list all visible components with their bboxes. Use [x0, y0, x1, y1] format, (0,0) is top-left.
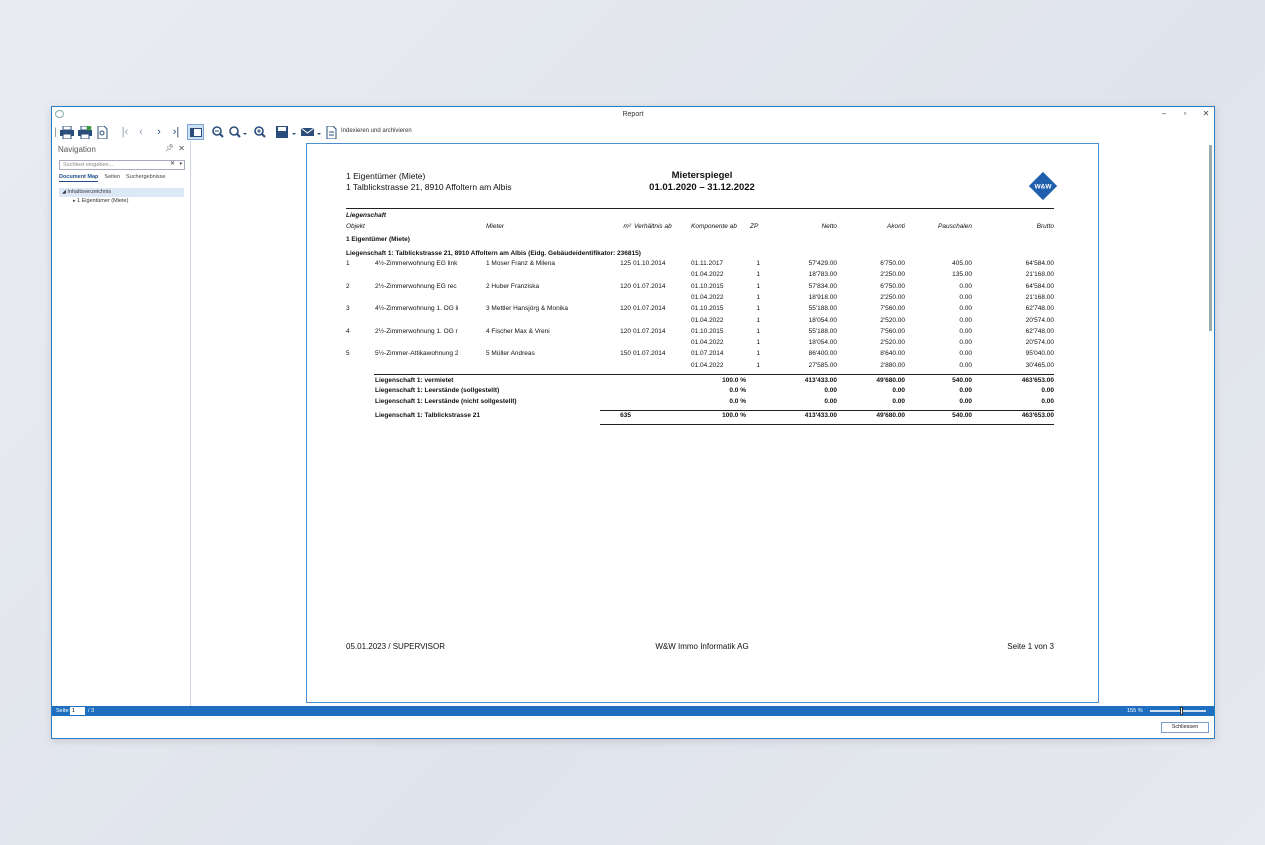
cell-mieter: 2 Huber Franziska [486, 282, 540, 290]
cell-brutto: 64'584.00 [1025, 282, 1054, 290]
summary-brutto: 0.00 [1041, 398, 1054, 405]
summary-pct: 0.0 % [729, 398, 746, 405]
toolbar [52, 122, 1214, 142]
col-objekt: Objekt [346, 223, 365, 230]
cell-zp: 1 [756, 350, 760, 358]
scrollbar-thumb[interactable] [1209, 145, 1212, 331]
owner-line: 1 Eigentümer (Miete) [346, 236, 410, 243]
zoom-slider[interactable] [1150, 710, 1206, 712]
summary-pct: 100.0 % [722, 377, 746, 384]
zoom-in-icon[interactable] [253, 124, 267, 140]
email-dropdown-icon[interactable] [300, 124, 322, 140]
cell-netto: 86'400.00 [808, 350, 837, 358]
col-m2: m² [623, 223, 631, 230]
cell-verh: 01.10.2014 [633, 260, 666, 267]
cell-verh: 01.07.2014 [633, 350, 666, 358]
cell-zp: 1 [756, 282, 760, 290]
cell-pausch: 0.00 [959, 293, 972, 301]
cell-pausch: 405.00 [952, 260, 972, 267]
cell-zp: 1 [756, 293, 760, 301]
cell-brutto: 21'168.00 [1025, 293, 1054, 301]
cell-pausch: 0.00 [959, 316, 972, 324]
cell-komp: 01.10.2015 [691, 305, 724, 313]
summary-akonti: 49'680.00 [876, 377, 905, 384]
page-total: / 3 [88, 708, 95, 714]
save-dropdown-icon[interactable] [275, 124, 297, 140]
collapse-icon[interactable]: ◢ [62, 189, 66, 195]
summary-brutto: 463'653.00 [1021, 377, 1054, 384]
cell-akonti: 8'640.00 [880, 350, 905, 358]
cell-obj: 2½-Zimmerwohnung 1. OG r [375, 327, 458, 335]
status-bar [52, 706, 1214, 716]
cell-netto: 57'834.00 [808, 282, 837, 290]
col-komponente: Komponente ab [691, 223, 737, 230]
section-label: Liegenschaft [346, 212, 387, 219]
summary-netto: 0.00 [824, 398, 837, 405]
report-header-left [346, 171, 512, 193]
last-page-icon[interactable]: ›| [172, 126, 180, 138]
cell-akonti: 2'250.00 [880, 271, 905, 279]
maximize-icon[interactable]: ▫ [1183, 109, 1187, 118]
search-placeholder: Suchtext eingeben... [63, 162, 114, 168]
cell-pausch: 0.00 [959, 339, 972, 347]
cell-nr: 5 [346, 350, 350, 358]
footer-left: 05.01.2023 / SUPERVISOR [346, 642, 446, 651]
cell-netto: 55'188.00 [808, 305, 837, 313]
cell-brutto: 62'748.00 [1025, 327, 1054, 335]
cell-zp: 1 [756, 305, 760, 313]
owner-header: 1 Eigentümer (Miete) [346, 171, 426, 181]
previous-page-icon[interactable]: ‹ [139, 126, 143, 138]
col-netto: Netto [821, 223, 837, 230]
cell-akonti: 7'560.00 [880, 305, 905, 313]
navigation-tabs [59, 174, 165, 182]
cell-netto: 18'054.00 [808, 316, 837, 324]
cell-obj: 2½-Zimmerwohnung EG rec [375, 282, 457, 290]
page-label: Seite: [56, 708, 71, 714]
summary-brutto: 0.00 [1041, 387, 1054, 394]
cell-pausch: 0.00 [959, 361, 972, 369]
summary-pausch: 540.00 [952, 377, 972, 384]
search-dropdown-icon[interactable]: ▾ [179, 161, 182, 167]
summary-m2: 635 [620, 412, 631, 419]
report-header-center [627, 170, 777, 194]
header-rule [346, 208, 1054, 209]
cell-komp: 01.07.2014 [691, 350, 724, 358]
cell-zp: 1 [756, 271, 760, 279]
cell-nr: 2 [346, 282, 350, 290]
cell-akonti: 2'250.00 [880, 293, 905, 301]
first-page-icon[interactable]: |‹ [121, 126, 129, 138]
cell-m2: 120 [620, 305, 631, 313]
cell-netto: 57'429.00 [808, 260, 837, 267]
zoom-level: 155 % [1127, 708, 1143, 714]
cell-zp: 1 [756, 316, 760, 324]
cell-akonti: 2'520.00 [880, 316, 905, 324]
cell-pausch: 135.00 [952, 271, 972, 279]
cell-mieter: 3 Mettler Hansjörg & Monika [486, 305, 569, 313]
tree-item-root[interactable] [59, 188, 184, 197]
cell-zp: 1 [756, 327, 760, 335]
cell-nr: 1 [346, 260, 350, 267]
cell-akonti: 2'880.00 [880, 361, 905, 369]
total-top-rule [600, 410, 1054, 411]
summary-pct: 100.0 % [722, 412, 746, 419]
summary-pausch: 0.00 [959, 387, 972, 394]
address-header: 1 Talblickstrasse 21, 8910 Affoltern am Albis [346, 182, 512, 192]
report-viewer[interactable] [192, 141, 1214, 706]
cell-zp: 1 [756, 339, 760, 347]
cell-pausch: 0.00 [959, 305, 972, 313]
cell-netto: 27'585.00 [808, 361, 837, 369]
company-logo [1029, 172, 1057, 200]
tab-document-map[interactable]: Document Map [59, 174, 99, 180]
cell-mieter: 4 Fischer Max & Vreni [486, 327, 550, 335]
col-brutto: Brutto [1036, 223, 1054, 230]
cell-mieter: 1 Moser Franz & Milena [486, 260, 555, 267]
summary-akonti: 49'680.00 [876, 412, 905, 419]
col-zp: ZP [750, 223, 759, 230]
tree-item-owner[interactable] [73, 198, 128, 204]
cell-pausch: 0.00 [959, 327, 972, 335]
cell-pausch: 0.00 [959, 350, 972, 358]
summary-label: Liegenschaft 1: vermietet [375, 377, 454, 384]
col-akonti: Akonti [886, 223, 905, 230]
tree-item-label: 1 Eigentümer (Miete) [77, 198, 129, 204]
cell-komp: 01.04.2022 [691, 361, 724, 369]
cell-brutto: 30'465.00 [1025, 361, 1054, 369]
document-map-toggle-icon[interactable] [187, 124, 204, 140]
cell-obj: 4½-Zimmerwohnung EG link [375, 260, 458, 267]
summary-label: Liegenschaft 1: Talblickstrasse 21 [375, 412, 481, 419]
report-title: Mieterspiegel [671, 170, 733, 181]
cell-verh: 01.07.2014 [633, 282, 666, 290]
cell-akonti: 7'560.00 [880, 327, 905, 335]
cell-komp: 01.04.2022 [691, 293, 724, 301]
cell-brutto: 95'040.00 [1025, 350, 1054, 358]
search-input[interactable] [59, 160, 185, 170]
cell-brutto: 20'574.00 [1025, 339, 1054, 347]
summary-brutto: 463'653.00 [1021, 412, 1054, 419]
summary-label: Liegenschaft 1: Leerstände (nicht sollgestellt) [375, 398, 517, 405]
cell-komp: 01.04.2022 [691, 316, 724, 324]
summary-netto: 0.00 [824, 387, 837, 394]
summary-label: Liegenschaft 1: Leerstände (sollgestellt) [375, 387, 500, 394]
tab-search-results[interactable]: Suchergebnisse [126, 174, 166, 180]
navigation-title: Navigation [58, 145, 96, 154]
page-number-input[interactable]: 1 [70, 707, 85, 715]
expand-icon[interactable]: ▸ [73, 198, 76, 204]
cell-akonti: 6'750.00 [880, 282, 905, 290]
next-page-icon[interactable]: › [157, 126, 161, 138]
cell-obj: 4½-Zimmerwohnung 1. OG li [375, 305, 459, 313]
zoom-slider-handle[interactable] [1180, 707, 1183, 715]
cell-verh: 01.07.2014 [633, 305, 666, 313]
cell-komp: 01.04.2022 [691, 339, 724, 347]
quick-print-icon[interactable] [77, 124, 93, 140]
zoom-dropdown-icon[interactable] [228, 124, 248, 140]
cell-komp: 01.04.2022 [691, 271, 724, 279]
report-page [306, 143, 1099, 703]
close-window-icon[interactable]: ✕ [1202, 109, 1210, 118]
cell-netto: 18'918.00 [808, 293, 837, 301]
cell-zp: 1 [756, 260, 760, 267]
cell-brutto: 62'748.00 [1025, 305, 1054, 313]
title-bar [52, 107, 1214, 122]
summary-netto: 413'433.00 [804, 412, 837, 419]
close-button[interactable]: Schliessen [1161, 722, 1209, 733]
cell-akonti: 2'520.00 [880, 339, 905, 347]
cell-brutto: 20'574.00 [1025, 316, 1054, 324]
cell-komp: 01.10.2015 [691, 327, 724, 335]
report-window [51, 106, 1215, 739]
cell-verh: 01.07.2014 [633, 327, 666, 335]
cell-zp: 1 [756, 361, 760, 369]
vertical-scrollbar[interactable] [1209, 141, 1212, 701]
toolbar-grip: | [54, 126, 57, 138]
cell-nr: 4 [346, 327, 350, 335]
footer-center: W&W Immo Informatik AG [655, 642, 749, 651]
summary-akonti: 0.00 [892, 398, 905, 405]
cell-netto: 18'783.00 [808, 271, 837, 279]
zoom-out-icon[interactable] [211, 124, 225, 140]
cell-brutto: 21'168.00 [1025, 271, 1054, 279]
cell-m2: 125 [620, 260, 631, 267]
cell-netto: 55'188.00 [808, 327, 837, 335]
report-period: 01.01.2020 – 31.12.2022 [649, 182, 755, 193]
cell-komp: 01.10.2015 [691, 282, 724, 290]
clear-search-icon[interactable]: ✕ [169, 161, 175, 167]
summary-pct: 0.0 % [729, 387, 746, 394]
index-archive-button[interactable]: Indexieren und archivieren [341, 128, 412, 134]
cell-m2: 150 [620, 350, 631, 358]
total-bottom-rule [600, 424, 1054, 425]
logo-text: W&W [1034, 183, 1052, 191]
print-icon[interactable] [59, 124, 75, 140]
summary-rule [374, 374, 1054, 375]
summary-netto: 413'433.00 [804, 377, 837, 384]
cell-m2: 120 [620, 327, 631, 335]
col-pauschalen: Pauschalen [938, 223, 972, 230]
page-setup-icon[interactable] [95, 124, 109, 140]
cell-obj: 5½-Zimmer-Attikawohnung 2 [375, 350, 459, 358]
property-line: Liegenschaft 1: Talblickstrasse 21, 8910 Affoltern am Albis (Eidg. Gebäudeidentifikator: 236815) [346, 250, 641, 257]
summary-pausch: 540.00 [952, 412, 972, 419]
cell-netto: 18'054.00 [808, 339, 837, 347]
cell-komp: 01.11.2017 [691, 260, 724, 267]
summary-akonti: 0.00 [892, 387, 905, 394]
tab-pages[interactable]: Seiten [104, 174, 121, 180]
archive-document-icon[interactable] [324, 124, 338, 140]
cell-mieter: 5 Müller Andreas [486, 350, 535, 358]
summary-pausch: 0.00 [959, 398, 972, 405]
window-title: Report [622, 111, 644, 118]
cell-nr: 3 [346, 305, 350, 313]
tree-item-label: Inhaltsverzeichnis [67, 189, 112, 195]
close-panel-icon[interactable]: ✕ [178, 144, 185, 153]
minimize-icon[interactable]: – [1161, 109, 1167, 118]
cell-akonti: 6'750.00 [880, 260, 905, 267]
cell-pausch: 0.00 [959, 282, 972, 290]
cell-brutto: 64'584.00 [1025, 260, 1054, 267]
col-verhaeltnis: Verhältnis ab [634, 223, 672, 230]
pin-icon[interactable]: 📌︎ [165, 145, 174, 152]
navigation-panel [52, 141, 191, 706]
cell-m2: 120 [620, 282, 631, 290]
col-mieter: Mieter [486, 223, 505, 230]
footer-right: Seite 1 von 3 [1007, 642, 1054, 651]
